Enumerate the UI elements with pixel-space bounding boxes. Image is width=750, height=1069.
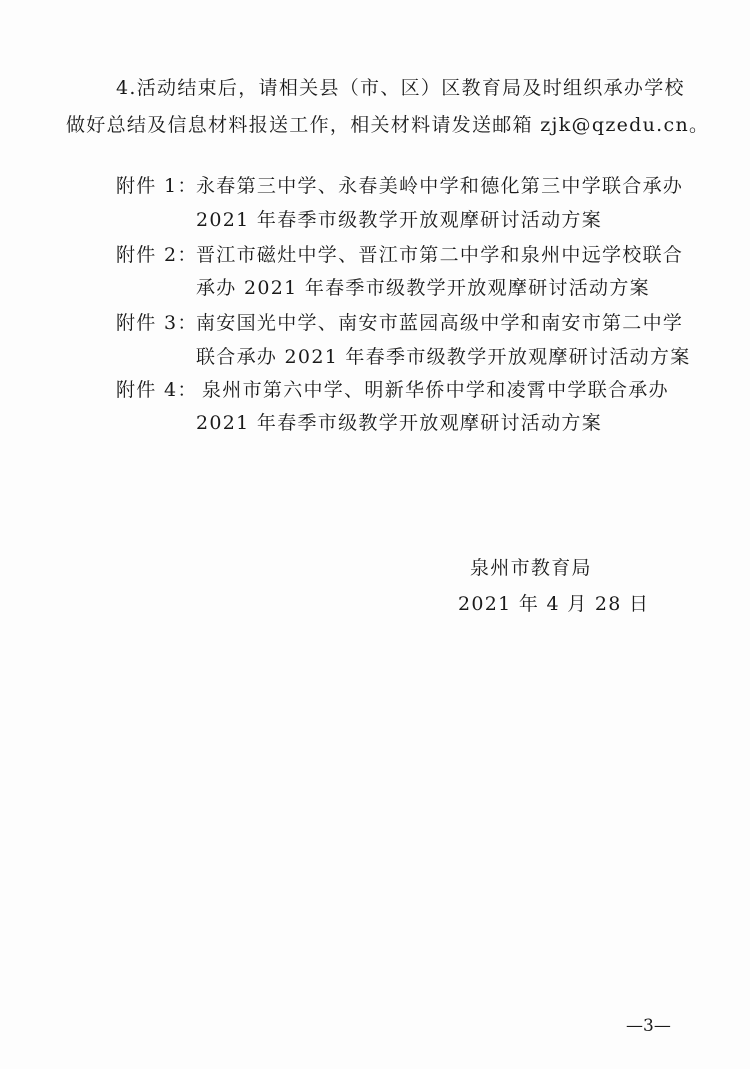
attachment-2-line-1: 晋江市磁灶中学、晋江市第二中学和泉州中远学校联合	[196, 244, 684, 266]
signature-date: 2021 年 4 月 28 日	[458, 593, 650, 615]
attachment-1-line-2: 2021 年春季市级教学开放观摩研讨活动方案	[196, 209, 602, 231]
paragraph-4-line-1: 4.活动结束后，请相关县（市、区）区教育局及时组织承办学校	[116, 77, 685, 99]
attachment-4-line-2: 2021 年春季市级教学开放观摩研讨活动方案	[196, 412, 602, 434]
attachment-3-line-1: 南安国光中学、南安市蓝园高级中学和南安市第二中学	[196, 312, 684, 334]
attachment-1-label: 附件 1：	[116, 175, 198, 197]
page-number: —3—	[626, 1016, 671, 1036]
attachment-1-line-1: 永春第三中学、永春美岭中学和德化第三中学联合承办	[196, 175, 684, 197]
attachment-4-label: 附件 4：	[116, 379, 198, 401]
attachment-2-line-2: 承办 2021 年春季市级教学开放观摩研讨活动方案	[196, 277, 650, 299]
attachment-2-label: 附件 2：	[116, 244, 198, 266]
attachment-4-line-1: 泉州市第六中学、明新华侨中学和凌霄中学联合承办	[202, 379, 669, 401]
signature-org: 泉州市教育局	[470, 557, 592, 579]
paragraph-4-line-2: 做好总结及信息材料报送工作，相关材料请发送邮箱 zjk@qzedu.cn。	[66, 114, 710, 136]
attachment-3-line-2: 联合承办 2021 年春季市级教学开放观摩研讨活动方案	[196, 346, 691, 368]
attachment-3-label: 附件 3：	[116, 312, 198, 334]
